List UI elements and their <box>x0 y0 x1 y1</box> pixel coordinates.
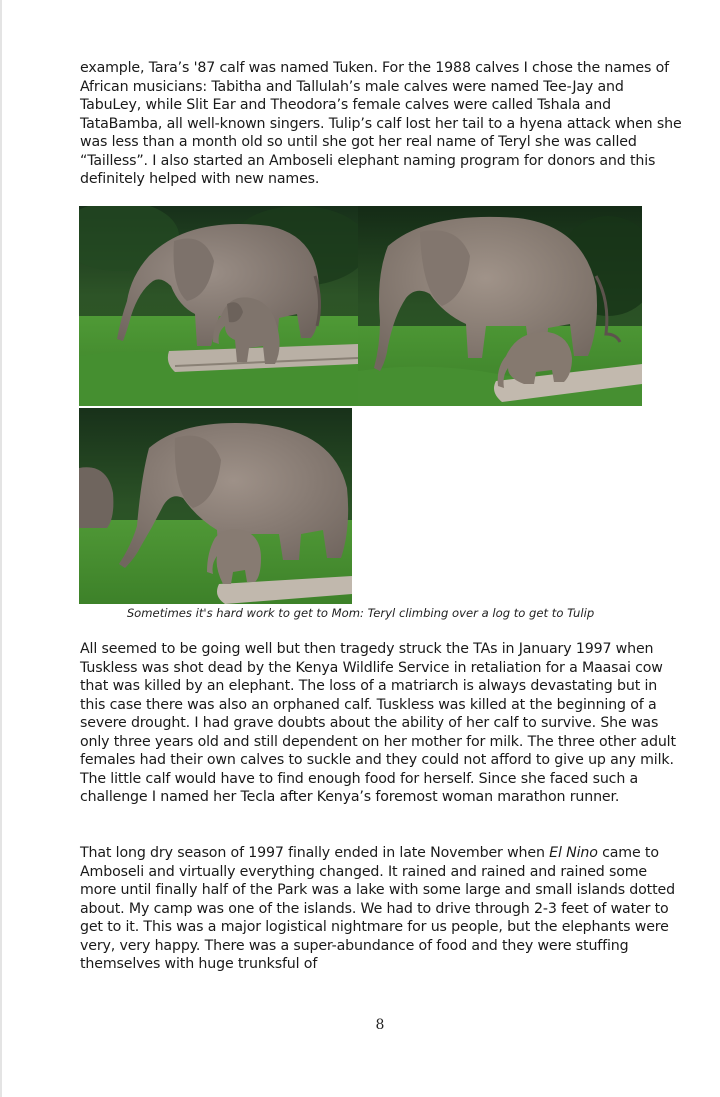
page-number: 8 <box>375 1017 385 1033</box>
paragraph-naming-calves: example, Tara’s '87 calf was named Tuken. For the 1988 calves I chose the names of African musicians: Tabitha and Tallulah’s male calves were named Tee-Jay and TabuLey, while Slit Ear and Theodora’s female calves were called Tshala and TataBamba, all well-known singers. Tulip’s calf lost her tail to a hyena attack when she was less than a month old so until she got her real name of Teryl she was called “Tailless”. I also started an Amboseli elephant naming program for donors and this definitely helped with new names. <box>80 60 682 187</box>
paragraph-el-nino <box>80 844 686 974</box>
photo-calf-climbing-log-2 <box>358 206 642 406</box>
photo-caption: Sometimes it's hard work to get to Mom: Teryl climbing over a log to get to Tulip <box>126 606 595 620</box>
paragraph-el-nino-rest: came to Amboseli and virtually everything changed. It rained and rained and rained some more until finally half of the Park was a lake with some large and small islands dotted about. My camp was one of the islands. We had to drive through 2-3 feet of water to get to it. This was a major logistical nightmare for us people, but the elephants were very, very happy. There was a super-abundance of food and they were stuffing themselves with huge trunksful of <box>80 845 675 972</box>
page-left-border <box>0 0 2 1097</box>
paragraph-el-nino-start: That long dry season of 1997 finally ended in late November when <box>80 845 550 861</box>
el-nino-emphasis: El Nino <box>549 845 598 861</box>
photo-calf-with-mother <box>79 408 352 604</box>
photo-calf-climbing-log-1 <box>79 206 358 406</box>
paragraph-tuskless-tragedy: All seemed to be going well but then tragedy struck the TAs in January 1997 when Tuskless was shot dead by the Kenya Wildlife Service in retaliation for a Maasai cow that was killed by an elephant. The loss of a matriarch is always devastating but in this case there was also an orphaned calf. Tuskless was killed at the beginning of a severe drought. I had grave doubts about the ability of her calf to survive. She was only three years old and still dependent on her mother for milk. The three other adult females had their own calves to suckle and they could not afford to give up any milk. The little calf would have to find enough food for herself. Since she faced such a challenge I named her Tecla after Kenya’s foremost woman marathon runner. <box>80 641 676 805</box>
